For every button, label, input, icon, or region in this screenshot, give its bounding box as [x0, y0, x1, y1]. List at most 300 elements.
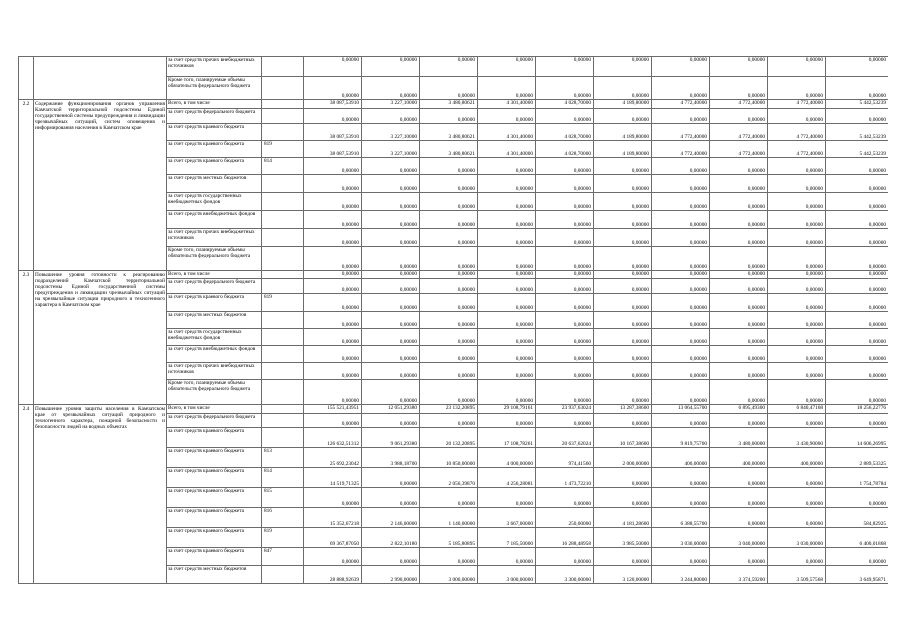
- funding-source: за счет средств краевого бюджета: [167, 468, 262, 488]
- amount-cell: 0,00000: [710, 247, 768, 271]
- amount-cell: 10 167,38600: [594, 428, 652, 448]
- amount-cell: 0,00000: [768, 346, 826, 363]
- amount-cell: 0,00000: [594, 193, 652, 211]
- amount-cell: 0,00000: [420, 109, 478, 124]
- amount-cell: 0,00000: [478, 380, 536, 405]
- amount-cell: 4 772,40000: [652, 124, 710, 141]
- amount-cell: 0,00000: [362, 193, 420, 211]
- amount-cell: 0,00000: [826, 271, 889, 279]
- amount-cell: 0,00000: [594, 488, 652, 508]
- amount-cell: 0,00000: [362, 279, 420, 294]
- funding-source: за счет средств прочих внебюджетных источников: [167, 229, 262, 247]
- amount-cell: 0,00000: [594, 548, 652, 566]
- funding-source: за счет средств краевого бюджета: [167, 141, 262, 158]
- funding-source: за счет средств местных бюджетов: [167, 566, 262, 584]
- amount-cell: 0,00000: [304, 57, 362, 77]
- amount-cell: 0,00000: [594, 109, 652, 124]
- amount-cell: 0,00000: [826, 211, 889, 229]
- amount-cell: 0,00000: [362, 211, 420, 229]
- amount-cell: 0,00000: [652, 77, 710, 100]
- amount-cell: 0,00000: [536, 488, 594, 508]
- funding-source: Кроме того, планируемые объемы обязательств федерального бюджета: [167, 380, 262, 405]
- amount-cell: 0,00000: [536, 158, 594, 175]
- amount-cell: 9 819,75700: [652, 428, 710, 448]
- amount-cell: 3 988,18700: [362, 448, 420, 468]
- amount-cell: 0,00000: [768, 312, 826, 329]
- amount-cell: 10 850,00000: [420, 448, 478, 468]
- amount-cell: 0,00000: [652, 363, 710, 380]
- amount-cell: 4 189,80000: [594, 124, 652, 141]
- amount-cell: 0,00000: [304, 229, 362, 247]
- amount-cell: 0,00000: [594, 468, 652, 488]
- amount-cell: 38 087,53910: [304, 141, 362, 158]
- funding-source: Всего, в том числе: [167, 405, 262, 414]
- amount-cell: 0,00000: [710, 363, 768, 380]
- amount-cell: 2 000,00000: [594, 448, 652, 468]
- amount-cell: 0,00000: [768, 193, 826, 211]
- amount-cell: 0,00000: [710, 414, 768, 428]
- amount-cell: 400,00000: [710, 448, 768, 468]
- amount-cell: 3 667,00000: [478, 508, 536, 528]
- budget-code: 819: [262, 528, 304, 548]
- item-name: Повышение уровня готовности к реагированию подразделений Камчатской территориальной подсистемы Единой государственной системы предупреждения и ликвидации чрезвычайных ситуаций на чрезвычайные ситуации природного и техногенного характера в Камчатском крае: [34, 271, 167, 405]
- amount-cell: 0,00000: [304, 294, 362, 312]
- amount-cell: 0,00000: [710, 109, 768, 124]
- amount-cell: 0,00000: [304, 488, 362, 508]
- amount-cell: 14 519,71325: [304, 468, 362, 488]
- amount-cell: 3 480,80621: [420, 100, 478, 109]
- amount-cell: 0,00000: [304, 211, 362, 229]
- budget-code: 819: [262, 141, 304, 158]
- amount-cell: 0,00000: [478, 294, 536, 312]
- budget-table-page: [18, 56, 888, 628]
- amount-cell: 0,00000: [536, 229, 594, 247]
- amount-cell: 1 140,00000: [420, 508, 478, 528]
- funding-source: за счет средств федерального бюджета: [167, 414, 262, 428]
- budget-code: [262, 175, 304, 193]
- funding-source: Всего, в том числе: [167, 271, 262, 279]
- funding-source: за счет средств государственных внебюджетных фондов: [167, 329, 262, 346]
- amount-cell: 3 030,00000: [652, 528, 710, 548]
- table-row: [19, 405, 889, 414]
- amount-cell: 155 521,43951: [304, 405, 362, 414]
- amount-cell: 0,00000: [478, 175, 536, 193]
- amount-cell: 20 637,62024: [536, 428, 594, 448]
- amount-cell: 0,00000: [710, 175, 768, 193]
- amount-cell: 0,00000: [594, 57, 652, 77]
- amount-cell: 0,00000: [362, 57, 420, 77]
- amount-cell: 4 772,40000: [652, 100, 710, 109]
- amount-cell: 0,00000: [536, 279, 594, 294]
- amount-cell: 0,00000: [826, 229, 889, 247]
- amount-cell: 5 442,53239: [826, 124, 889, 141]
- amount-cell: 0,00000: [478, 329, 536, 346]
- amount-cell: 2 056,39870: [420, 468, 478, 488]
- amount-cell: 14 606,26995: [826, 428, 889, 448]
- amount-cell: 0,00000: [362, 329, 420, 346]
- amount-cell: 0,00000: [536, 247, 594, 271]
- budget-code: [262, 271, 304, 279]
- budget-code: [262, 312, 304, 329]
- amount-cell: 0,00000: [652, 468, 710, 488]
- amount-cell: 0,00000: [652, 211, 710, 229]
- amount-cell: 3 227,10000: [362, 100, 420, 109]
- amount-cell: 0,00000: [420, 211, 478, 229]
- amount-cell: 0,00000: [304, 329, 362, 346]
- amount-cell: 0,00000: [420, 380, 478, 405]
- budget-code: [262, 124, 304, 141]
- amount-cell: 0,00000: [710, 77, 768, 100]
- amount-cell: 0,00000: [420, 57, 478, 77]
- amount-cell: 0,00000: [420, 175, 478, 193]
- amount-cell: 0,00000: [420, 488, 478, 508]
- funding-source: за счет средств краевого бюджета: [167, 428, 262, 448]
- funding-source: за счет средств внебюджетных фондов: [167, 346, 262, 363]
- amount-cell: 0,00000: [478, 271, 536, 279]
- amount-cell: 0,00000: [478, 57, 536, 77]
- amount-cell: 3 985,50000: [594, 528, 652, 548]
- amount-cell: 4 000,00000: [478, 448, 536, 468]
- amount-cell: 0,00000: [710, 380, 768, 405]
- amount-cell: 0,00000: [420, 279, 478, 294]
- budget-code: [262, 346, 304, 363]
- amount-cell: 0,00000: [304, 109, 362, 124]
- amount-cell: 0,00000: [304, 193, 362, 211]
- budget-code: [262, 363, 304, 380]
- amount-cell: 0,00000: [826, 247, 889, 271]
- amount-cell: 0,00000: [826, 346, 889, 363]
- amount-cell: 4 189,80000: [594, 100, 652, 109]
- amount-cell: 0,00000: [768, 508, 826, 528]
- amount-cell: 0,00000: [594, 175, 652, 193]
- item-name: [34, 57, 167, 100]
- amount-cell: 0,00000: [420, 158, 478, 175]
- amount-cell: 0,00000: [768, 77, 826, 100]
- funding-source: за счет средств краевого бюджета: [167, 548, 262, 566]
- table-row: [19, 271, 889, 279]
- amount-cell: 0,00000: [478, 158, 536, 175]
- amount-cell: 6 840,47168: [768, 405, 826, 414]
- amount-cell: 0,00000: [652, 414, 710, 428]
- amount-cell: 12 051,29380: [362, 405, 420, 414]
- amount-cell: 13 064,55700: [652, 405, 710, 414]
- budget-code: [262, 428, 304, 448]
- budget-code: 816: [262, 508, 304, 528]
- amount-cell: 0,00000: [536, 380, 594, 405]
- amount-cell: 28 888,92639: [304, 566, 362, 584]
- funding-source: Кроме того, планируемые объемы обязательств федерального бюджета: [167, 247, 262, 271]
- amount-cell: 0,00000: [362, 488, 420, 508]
- amount-cell: 2 822,10180: [362, 528, 420, 548]
- amount-cell: 0,00000: [478, 247, 536, 271]
- amount-cell: 0,00000: [768, 271, 826, 279]
- amount-cell: 0,00000: [652, 247, 710, 271]
- amount-cell: 0,00000: [362, 158, 420, 175]
- amount-cell: 0,00000: [826, 279, 889, 294]
- amount-cell: 0,00000: [652, 488, 710, 508]
- amount-cell: 3 480,00000: [710, 428, 768, 448]
- amount-cell: 0,00000: [768, 158, 826, 175]
- amount-cell: 0,00000: [710, 508, 768, 528]
- amount-cell: 0,00000: [710, 158, 768, 175]
- amount-cell: 0,00000: [304, 247, 362, 271]
- amount-cell: 0,00000: [536, 312, 594, 329]
- funding-source: за счет средств краевого бюджета: [167, 508, 262, 528]
- amount-cell: 69 367,87050: [304, 528, 362, 548]
- amount-cell: 0,00000: [826, 548, 889, 566]
- amount-cell: 974,41560: [536, 448, 594, 468]
- amount-cell: 0,00000: [710, 193, 768, 211]
- amount-cell: 38 087,53910: [304, 124, 362, 141]
- amount-cell: 0,00000: [362, 414, 420, 428]
- amount-cell: 0,00000: [304, 380, 362, 405]
- amount-cell: 4 028,70000: [536, 100, 594, 109]
- amount-cell: 0,00000: [768, 488, 826, 508]
- amount-cell: 0,00000: [768, 363, 826, 380]
- funding-source: за счет средств местных бюджетов: [167, 175, 262, 193]
- amount-cell: 0,00000: [652, 109, 710, 124]
- budget-code: [262, 566, 304, 584]
- amount-cell: 0,00000: [478, 193, 536, 211]
- funding-source: за счет средств федерального бюджета: [167, 109, 262, 124]
- amount-cell: 3 480,80621: [420, 124, 478, 141]
- amount-cell: 0,00000: [710, 329, 768, 346]
- amount-cell: 0,00000: [652, 229, 710, 247]
- amount-cell: 0,00000: [594, 312, 652, 329]
- amount-cell: 0,00000: [652, 57, 710, 77]
- amount-cell: 0,00000: [362, 380, 420, 405]
- budget-code: 815: [262, 488, 304, 508]
- amount-cell: 0,00000: [768, 414, 826, 428]
- item-number: [19, 57, 34, 100]
- amount-cell: 0,00000: [768, 294, 826, 312]
- amount-cell: 0,00000: [420, 329, 478, 346]
- amount-cell: 5 185,80895: [420, 528, 478, 548]
- amount-cell: 0,00000: [826, 380, 889, 405]
- amount-cell: 0,00000: [362, 77, 420, 100]
- amount-cell: 0,00000: [826, 175, 889, 193]
- amount-cell: 0,00000: [594, 363, 652, 380]
- amount-cell: 126 632,51312: [304, 428, 362, 448]
- amount-cell: 4 772,40000: [710, 124, 768, 141]
- amount-cell: 23 132,20895: [420, 405, 478, 414]
- amount-cell: 0,00000: [826, 158, 889, 175]
- amount-cell: 3 040,00000: [710, 528, 768, 548]
- amount-cell: 0,00000: [420, 548, 478, 566]
- amount-cell: 0,00000: [304, 77, 362, 100]
- amount-cell: 0,00000: [768, 548, 826, 566]
- amount-cell: 2 146,00000: [362, 508, 420, 528]
- amount-cell: 0,00000: [652, 158, 710, 175]
- amount-cell: 0,00000: [304, 363, 362, 380]
- table-row: [19, 100, 889, 109]
- amount-cell: 16 288,48958: [536, 528, 594, 548]
- amount-cell: 0,00000: [710, 294, 768, 312]
- amount-cell: 0,00000: [594, 158, 652, 175]
- amount-cell: 0,00000: [478, 229, 536, 247]
- item-number: 2.2: [19, 100, 34, 271]
- funding-source: за счет средств прочих внебюджетных источников: [167, 363, 262, 380]
- budget-code: [262, 247, 304, 271]
- amount-cell: 0,00000: [652, 175, 710, 193]
- amount-cell: 9 061,29380: [362, 428, 420, 448]
- amount-cell: 0,00000: [710, 548, 768, 566]
- amount-cell: 13 287,38600: [594, 405, 652, 414]
- amount-cell: 3 000,00000: [420, 566, 478, 584]
- amount-cell: 6 388,55700: [652, 508, 710, 528]
- funding-source: за счет средств внебюджетных фондов: [167, 211, 262, 229]
- amount-cell: 3 244,80000: [652, 566, 710, 584]
- amount-cell: 1 473,72210: [536, 468, 594, 488]
- amount-cell: 0,00000: [826, 193, 889, 211]
- amount-cell: 0,00000: [594, 414, 652, 428]
- amount-cell: 3 227,10000: [362, 141, 420, 158]
- amount-cell: 0,00000: [768, 229, 826, 247]
- amount-cell: 0,00000: [478, 346, 536, 363]
- amount-cell: 0,00000: [826, 414, 889, 428]
- amount-cell: 0,00000: [652, 346, 710, 363]
- amount-cell: 0,00000: [304, 548, 362, 566]
- amount-cell: 4 181,28600: [594, 508, 652, 528]
- amount-cell: 18 256,22776: [826, 405, 889, 414]
- amount-cell: 400,00000: [768, 448, 826, 468]
- budget-code: [262, 414, 304, 428]
- funding-source: за счет средств краевого бюджета: [167, 124, 262, 141]
- amount-cell: 0,00000: [362, 175, 420, 193]
- amount-cell: 0,00000: [478, 109, 536, 124]
- amount-cell: 0,00000: [768, 175, 826, 193]
- amount-cell: 4 301,40000: [478, 100, 536, 109]
- amount-cell: 4 301,40000: [478, 124, 536, 141]
- budget-code: [262, 57, 304, 77]
- amount-cell: 0,00000: [304, 175, 362, 193]
- amount-cell: 0,00000: [536, 294, 594, 312]
- budget-code: [262, 211, 304, 229]
- budget-code: 814: [262, 158, 304, 175]
- amount-cell: 29 108,79161: [478, 405, 536, 414]
- funding-source: за счет средств прочих внебюджетных источников: [167, 57, 262, 77]
- amount-cell: 0,00000: [652, 380, 710, 405]
- funding-source: Всего, в том числе: [167, 100, 262, 109]
- amount-cell: 0,00000: [710, 468, 768, 488]
- amount-cell: 4 772,40000: [768, 124, 826, 141]
- amount-cell: 0,00000: [594, 294, 652, 312]
- amount-cell: 4 028,70000: [536, 124, 594, 141]
- amount-cell: 3 120,00000: [594, 566, 652, 584]
- amount-cell: 0,00000: [826, 488, 889, 508]
- amount-cell: 0,00000: [536, 346, 594, 363]
- budget-code: [262, 193, 304, 211]
- funding-source: за счет средств краевого бюджета: [167, 488, 262, 508]
- amount-cell: 0,00000: [420, 414, 478, 428]
- funding-source: за счет средств краевого бюджета: [167, 528, 262, 548]
- amount-cell: 0,00000: [536, 271, 594, 279]
- amount-cell: 23 937,63024: [536, 405, 594, 414]
- amount-cell: 0,00000: [304, 414, 362, 428]
- budget-code: 819: [262, 294, 304, 312]
- amount-cell: 2 889,53325: [826, 448, 889, 468]
- amount-cell: 0,00000: [710, 488, 768, 508]
- amount-cell: 0,00000: [420, 312, 478, 329]
- amount-cell: 0,00000: [420, 294, 478, 312]
- amount-cell: 0,00000: [304, 271, 362, 279]
- amount-cell: 0,00000: [420, 247, 478, 271]
- amount-cell: 0,00000: [536, 193, 594, 211]
- amount-cell: 0,00000: [478, 548, 536, 566]
- amount-cell: 6 400,01868: [826, 528, 889, 548]
- amount-cell: 0,00000: [478, 77, 536, 100]
- amount-cell: 0,00000: [420, 271, 478, 279]
- amount-cell: 4 772,40000: [710, 141, 768, 158]
- amount-cell: 0,00000: [652, 312, 710, 329]
- budget-table: [18, 56, 888, 584]
- amount-cell: 0,00000: [826, 312, 889, 329]
- amount-cell: 0,00000: [594, 247, 652, 271]
- amount-cell: 4 028,70000: [536, 141, 594, 158]
- amount-cell: 38 087,53910: [304, 100, 362, 109]
- amount-cell: 0,00000: [478, 363, 536, 380]
- amount-cell: 3 649,95871: [826, 566, 889, 584]
- amount-cell: 0,00000: [420, 77, 478, 100]
- amount-cell: 0,00000: [536, 414, 594, 428]
- amount-cell: 0,00000: [710, 346, 768, 363]
- amount-cell: 0,00000: [710, 271, 768, 279]
- amount-cell: 584,82925: [826, 508, 889, 528]
- amount-cell: 0,00000: [710, 229, 768, 247]
- budget-code: [262, 405, 304, 414]
- amount-cell: 0,00000: [826, 294, 889, 312]
- amount-cell: 0,00000: [826, 329, 889, 346]
- amount-cell: 3 000,00000: [478, 566, 536, 584]
- amount-cell: 250,00000: [536, 508, 594, 528]
- amount-cell: 0,00000: [768, 211, 826, 229]
- amount-cell: 0,00000: [478, 211, 536, 229]
- amount-cell: 0,00000: [420, 193, 478, 211]
- amount-cell: 0,00000: [710, 312, 768, 329]
- amount-cell: 4 772,40000: [652, 141, 710, 158]
- amount-cell: 0,00000: [594, 380, 652, 405]
- amount-cell: 0,00000: [594, 279, 652, 294]
- amount-cell: 0,00000: [768, 468, 826, 488]
- amount-cell: 3 300,00000: [536, 566, 594, 584]
- amount-cell: 4 772,40000: [768, 100, 826, 109]
- amount-cell: 0,00000: [362, 312, 420, 329]
- budget-code: [262, 109, 304, 124]
- amount-cell: 0,00000: [478, 414, 536, 428]
- amount-cell: 0,00000: [362, 294, 420, 312]
- amount-cell: 0,00000: [304, 312, 362, 329]
- amount-cell: 0,00000: [768, 279, 826, 294]
- amount-cell: 0,00000: [478, 488, 536, 508]
- item-number: 2.4: [19, 405, 34, 584]
- amount-cell: 0,00000: [768, 380, 826, 405]
- amount-cell: 4 189,80000: [594, 141, 652, 158]
- funding-source: за счет средств краевого бюджета: [167, 158, 262, 175]
- amount-cell: 4 301,40000: [478, 141, 536, 158]
- amount-cell: 6 895,49300: [710, 405, 768, 414]
- amount-cell: 4 772,40000: [710, 100, 768, 109]
- budget-code: 847: [262, 548, 304, 566]
- amount-cell: 0,00000: [594, 329, 652, 346]
- funding-source: за счет средств краевого бюджета: [167, 294, 262, 312]
- item-number: 2.3: [19, 271, 34, 405]
- amount-cell: 0,00000: [768, 109, 826, 124]
- amount-cell: 2 990,00000: [362, 566, 420, 584]
- amount-cell: 3 374,59200: [710, 566, 768, 584]
- amount-cell: 0,00000: [826, 57, 889, 77]
- amount-cell: 0,00000: [594, 229, 652, 247]
- amount-cell: 3 509,57568: [768, 566, 826, 584]
